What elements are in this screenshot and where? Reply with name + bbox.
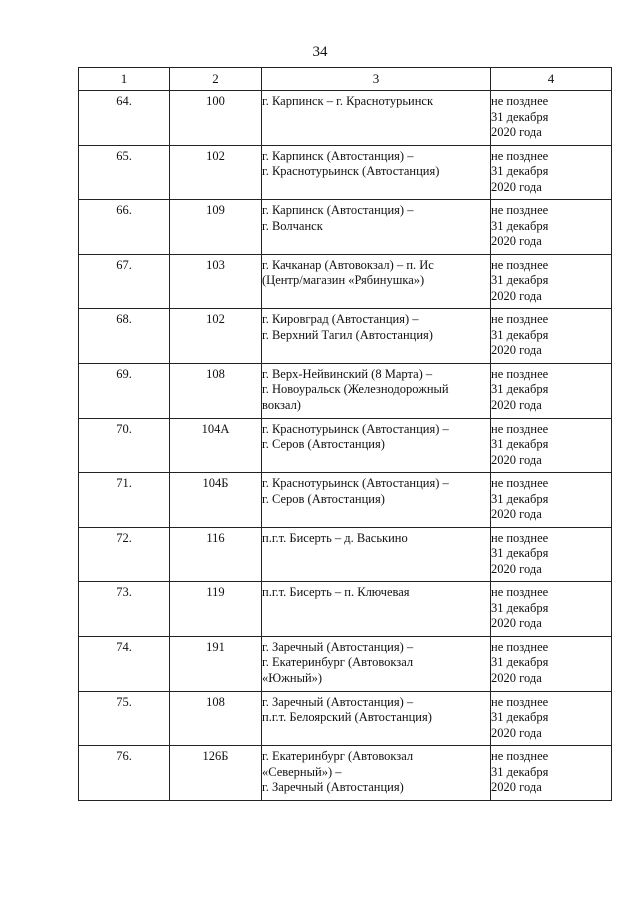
- table-row: [79, 473, 612, 528]
- row-number-cell: 70.: [79, 418, 170, 473]
- route-path-cell: [262, 363, 491, 418]
- deadline-cell: [491, 200, 612, 255]
- deadline-line: 2020 года: [491, 179, 542, 194]
- deadline-cell: [491, 527, 612, 582]
- deadline-line: 31 декабря: [491, 164, 549, 179]
- deadline-cell: [491, 145, 612, 200]
- route-path-cell: [262, 746, 491, 801]
- row-number-cell: 76.: [79, 746, 170, 801]
- routes-table: [78, 67, 612, 801]
- deadline-cell: [491, 473, 612, 528]
- deadline-line: 31 декабря: [491, 273, 549, 288]
- route-path-line: г. Качканар (Автовокзал) – п. Ис: [262, 257, 434, 272]
- route-path-cell: [262, 254, 491, 309]
- route-path-cell: [262, 473, 491, 528]
- deadline-cell: [491, 746, 612, 801]
- deadline-line: 31 декабря: [491, 327, 549, 342]
- route-number-cell: 104Б: [170, 473, 262, 528]
- route-number-cell: 103: [170, 254, 262, 309]
- deadline-line: не позднее: [491, 530, 549, 545]
- deadline-line: 2020 года: [491, 780, 542, 795]
- route-path-line: г. Краснотурьинск (Автостанция) –: [262, 476, 449, 491]
- route-path-line: г. Серов (Автостанция): [262, 491, 385, 506]
- deadline-line: 31 декабря: [491, 764, 549, 779]
- deadline-line: 31 декабря: [491, 546, 549, 561]
- route-number-cell: 102: [170, 309, 262, 364]
- route-path-cell: [262, 527, 491, 582]
- deadline-line: не позднее: [491, 366, 549, 381]
- column-header-3: 3: [262, 68, 491, 91]
- route-path-line: г. Серов (Автостанция): [262, 437, 385, 452]
- route-number-cell: 119: [170, 582, 262, 637]
- route-path-line: г. Екатеринбург (Автовокзал: [262, 655, 414, 670]
- route-path-cell: [262, 145, 491, 200]
- route-path-line: г. Кировград (Автостанция) –: [262, 312, 419, 327]
- deadline-line: не позднее: [491, 749, 549, 764]
- table-row: [79, 91, 612, 146]
- route-path-line: г. Краснотурьинск (Автостанция) –: [262, 421, 449, 436]
- deadline-line: 31 декабря: [491, 109, 549, 124]
- deadline-line: 2020 года: [491, 507, 542, 522]
- deadline-cell: [491, 691, 612, 746]
- route-path-line: г. Карпинск (Автостанция) –: [262, 203, 414, 218]
- route-path-line: г. Карпинск (Автостанция) –: [262, 148, 414, 163]
- column-header-4: 4: [491, 68, 612, 91]
- row-number-cell: 74.: [79, 636, 170, 691]
- deadline-line: не позднее: [491, 148, 549, 163]
- deadline-line: 31 декабря: [491, 437, 549, 452]
- route-number-cell: 102: [170, 145, 262, 200]
- route-path-line: «Южный»): [262, 670, 323, 685]
- deadline-line: 31 декабря: [491, 600, 549, 615]
- deadline-line: 2020 года: [491, 125, 542, 139]
- row-number-cell: 69.: [79, 363, 170, 418]
- table-row: [79, 691, 612, 746]
- table-row: [79, 418, 612, 473]
- deadline-line: не позднее: [491, 585, 549, 600]
- deadline-line: 31 декабря: [491, 491, 549, 506]
- row-number-cell: 67.: [79, 254, 170, 309]
- deadline-cell: [491, 418, 612, 473]
- deadline-line: не позднее: [491, 312, 549, 327]
- table-body: [79, 91, 612, 801]
- route-number-cell: 100: [170, 91, 262, 146]
- route-path-line: г. Волчанск: [262, 218, 323, 233]
- deadline-line: 2020 года: [491, 288, 542, 303]
- route-number-cell: 108: [170, 363, 262, 418]
- deadline-cell: [491, 91, 612, 146]
- route-path-line: п.г.т. Белоярский (Автостанция): [262, 710, 432, 725]
- table-row: [79, 746, 612, 801]
- table-header-row: [79, 68, 612, 91]
- route-path-line: г. Новоуральск (Железнодорожный: [262, 382, 449, 397]
- deadline-cell: [491, 254, 612, 309]
- deadline-line: 2020 года: [491, 670, 542, 685]
- route-path-line: г. Краснотурьинск (Автостанция): [262, 164, 440, 179]
- route-number-cell: 116: [170, 527, 262, 582]
- row-number-cell: 68.: [79, 309, 170, 364]
- table-row: [79, 200, 612, 255]
- route-path-cell: [262, 309, 491, 364]
- deadline-cell: [491, 309, 612, 364]
- route-path-line: п.г.т. Бисерть – п. Ключевая: [262, 585, 410, 600]
- route-path-line: г. Верхний Тагил (Автостанция): [262, 327, 433, 342]
- route-path-cell: [262, 691, 491, 746]
- deadline-line: 2020 года: [491, 616, 542, 631]
- column-header-2: 2: [170, 68, 262, 91]
- deadline-line: не позднее: [491, 94, 549, 108]
- deadline-line: 2020 года: [491, 725, 542, 740]
- deadline-cell: [491, 636, 612, 691]
- deadline-line: 31 декабря: [491, 382, 549, 397]
- route-path-line: п.г.т. Бисерть – д. Васькино: [262, 530, 408, 545]
- row-number-cell: 71.: [79, 473, 170, 528]
- deadline-cell: [491, 363, 612, 418]
- route-path-line: г. Карпинск – г. Краснотурьинск: [262, 94, 434, 108]
- row-number-cell: 72.: [79, 527, 170, 582]
- deadline-line: 2020 года: [491, 452, 542, 467]
- table-row: [79, 309, 612, 364]
- route-path-cell: [262, 200, 491, 255]
- route-path-line: вокзал): [262, 397, 301, 412]
- row-number-cell: 73.: [79, 582, 170, 637]
- route-path-cell: [262, 582, 491, 637]
- table-row: [79, 527, 612, 582]
- table-row: [79, 582, 612, 637]
- route-path-cell: [262, 636, 491, 691]
- row-number-cell: 75.: [79, 691, 170, 746]
- deadline-line: 2020 года: [491, 234, 542, 249]
- route-number-cell: 191: [170, 636, 262, 691]
- route-path-line: г. Заречный (Автостанция) –: [262, 639, 414, 654]
- route-number-cell: 109: [170, 200, 262, 255]
- route-number-cell: 108: [170, 691, 262, 746]
- deadline-line: 2020 года: [491, 397, 542, 412]
- deadline-line: 31 декабря: [491, 655, 549, 670]
- row-number-cell: 64.: [79, 91, 170, 146]
- route-path-line: г. Заречный (Автостанция): [262, 780, 404, 795]
- deadline-line: не позднее: [491, 203, 549, 218]
- row-number-cell: 66.: [79, 200, 170, 255]
- deadline-line: не позднее: [491, 421, 549, 436]
- route-number-cell: 104А: [170, 418, 262, 473]
- route-number-cell: 126Б: [170, 746, 262, 801]
- table-row: [79, 636, 612, 691]
- route-path-line: г. Екатеринбург (Автовокзал: [262, 749, 414, 764]
- deadline-line: 2020 года: [491, 561, 542, 576]
- deadline-cell: [491, 582, 612, 637]
- deadline-line: не позднее: [491, 476, 549, 491]
- route-path-line: (Центр/магазин «Рябинушка»): [262, 273, 425, 288]
- page-number: 34: [312, 44, 328, 60]
- deadline-line: не позднее: [491, 257, 549, 272]
- route-path-cell: [262, 418, 491, 473]
- deadline-line: 31 декабря: [491, 710, 549, 725]
- route-path-line: «Северный») –: [262, 764, 342, 779]
- route-path-cell: [262, 91, 491, 146]
- route-path-line: г. Заречный (Автостанция) –: [262, 694, 414, 709]
- deadline-line: не позднее: [491, 639, 549, 654]
- deadline-line: 2020 года: [491, 343, 542, 358]
- deadline-line: не позднее: [491, 694, 549, 709]
- route-path-line: г. Верх-Нейвинский (8 Марта) –: [262, 366, 433, 381]
- deadline-line: 31 декабря: [491, 218, 549, 233]
- table-row: [79, 145, 612, 200]
- column-header-1: 1: [79, 68, 170, 91]
- table-row: [79, 254, 612, 309]
- table-row: [79, 363, 612, 418]
- row-number-cell: 65.: [79, 145, 170, 200]
